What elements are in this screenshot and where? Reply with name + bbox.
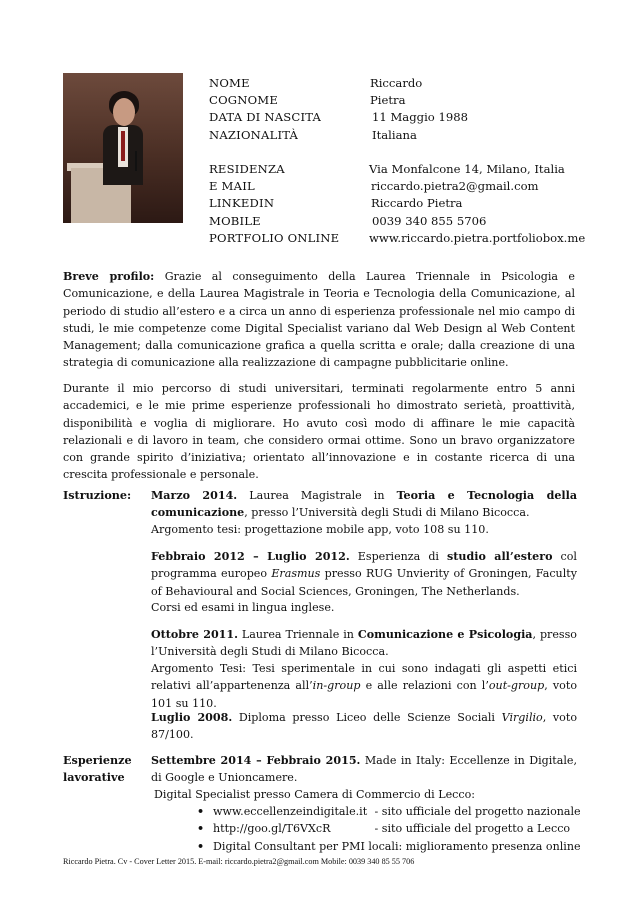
photo-microphone xyxy=(135,151,137,171)
exp1-date: Settembre 2014 – Febbraio 2015. xyxy=(151,754,361,767)
label-nome: NOME xyxy=(209,76,250,90)
value-nazionalita: Italiana xyxy=(372,127,417,142)
edu1-date: Marzo 2014. xyxy=(151,489,238,502)
edu3-thesis-c: , voto 101 su 110. xyxy=(151,679,577,710)
value-data-di-nascita: 11 Maggio 1988 xyxy=(372,110,468,125)
personal-info-labels xyxy=(209,75,339,247)
edu4-text-c: , voto 87/100. xyxy=(151,711,577,742)
label-residenza: RESIDENZA xyxy=(209,161,285,176)
value-mobile: 0039 340 855 5706 xyxy=(372,213,487,228)
edu2-highlight: studio all’estero xyxy=(447,550,553,563)
experience-label-line1: Esperienze xyxy=(63,753,132,767)
value-portfolio[interactable]: www.riccardo.pietra.portfoliobox.me xyxy=(369,230,586,245)
bullet-item xyxy=(197,820,587,837)
label-cognome: COGNOME xyxy=(209,93,279,108)
value-residenza: Via Monfalcone 14, Milano, Italia xyxy=(369,161,565,176)
edu1-thesis: Argomento tesi: progettazione mobile app, voto 108 su 110. xyxy=(151,523,489,536)
edu2-date: Febbraio 2012 – Luglio 2012. xyxy=(151,550,350,563)
experience-bullets xyxy=(197,803,587,855)
bullet-item xyxy=(197,838,587,855)
education-entry-1 xyxy=(151,487,577,522)
edu2-text-e: presso RUG Unvierity of Groningen, Faculty of Behavioural and Social Sciences, Groningen, The Netherlands. xyxy=(151,567,577,598)
edu4-school: Virgilio xyxy=(501,711,543,724)
label-linkedin: LINKEDIN xyxy=(209,196,275,211)
bullet-desc: Digital Consultant per PMI locali: miglioramento presenza online xyxy=(213,839,581,853)
edu2-erasmus: Erasmus xyxy=(271,567,321,581)
edu2-text-a: Esperienza di xyxy=(349,550,448,563)
profile-heading: Breve profilo: xyxy=(63,270,155,283)
page-footer: Riccardo Pietra. Cv - Cover Letter 2015. E-mail: riccardo.pietra2@gmail.com Mobile: 0039 340 85 55 706 xyxy=(63,857,415,866)
bullet-item xyxy=(197,803,587,820)
personal-info-values xyxy=(360,75,585,247)
experience-label-line2: lavorative xyxy=(63,770,125,785)
edu1-text-a: Laurea Magistrale in xyxy=(237,489,397,502)
edu2-text-c: col programma europeo xyxy=(151,550,577,581)
label-mobile: MOBILE xyxy=(209,213,261,228)
bullet-link[interactable]: http://goo.gl/T6VXcR xyxy=(213,822,331,836)
edu3-date: Ottobre 2011. xyxy=(151,628,238,641)
edu2-languages: Corsi ed esami in lingua inglese. xyxy=(151,601,335,614)
spacer xyxy=(360,144,585,161)
edu3-text-c: , presso l’Università degli Studi di Milano Bicocca. xyxy=(151,628,577,659)
label-portfolio: PORTFOLIO ONLINE xyxy=(209,230,340,245)
bullet-link[interactable]: www.eccellenzeindigitale.it xyxy=(213,805,368,818)
education-label: Istruzione: xyxy=(63,488,132,502)
exp1-role: Digital Specialist presso Camera di Commercio di Lecco: xyxy=(154,788,476,801)
edu3-text-a: Laurea Triennale in xyxy=(237,628,358,641)
spacer xyxy=(209,144,339,161)
exp1-text: Made in Italy: Eccellenze in Digitale, di Google e Unioncamere. xyxy=(151,754,577,785)
profile-paragraph-2: Durante il mio percorso di studi universitari, terminati regolarmente entro 5 anni accademici, e le mie prime esperienze professionali ho dimostrato serietà, proattività, disponibilità e voglia di migliorare. Ho avuto così modo di affinare le mie capacità relazionali e di lavoro in team, che considero ormai ottime. Sono un bravo organizzatore con grande spirito d’iniziativa; orientato all’innovazione e in costante ricerca di una crescita professionale e personale. xyxy=(63,382,575,482)
photo-person-tie xyxy=(121,131,125,161)
edu1-degree: Teoria e Tecnologia della comunicazione xyxy=(151,489,578,520)
edu3-ingroup: in-group xyxy=(312,679,361,693)
edu3-outgroup: out-group xyxy=(488,679,545,693)
education-entry-3 xyxy=(151,626,577,661)
edu4-date: Luglio 2008. xyxy=(151,711,233,724)
photo-person-head xyxy=(113,98,135,126)
edu3-thesis xyxy=(151,660,577,712)
edu3-degree: Comunicazione e Psicologia xyxy=(357,628,533,641)
label-nazionalita: NAZIONALITÀ xyxy=(209,127,299,142)
edu3-thesis-a: Argomento Tesi: Tesi sperimentale in cui sono indagati gli aspetti etici relativi all’appartenenza all’ xyxy=(151,662,577,693)
edu1-text-c: , presso l’Università degli Studi di Milano Bicocca. xyxy=(244,506,530,520)
label-email: E MAIL xyxy=(209,179,255,194)
value-cognome: Pietra xyxy=(370,93,406,108)
experience-label xyxy=(63,752,132,787)
profile-photo xyxy=(63,73,183,223)
profile-text: Grazie al conseguimento della Laurea Triennale in Psicologia e Comunicazione, e della Laurea Magistrale in Teoria e Tecnologia della Comunicazione, al periodo di studio all’estero e a circa un anno di esperienza professionale nel mio campo di studi, le mie competenze come Digital Specialist variano dal Web Design al Web Content Management; dalla comunicazione grafica a quella scritta e orale; dalla creazione di una strategia di comunicazione alla realizzazione di campagne pubblicitarie online. xyxy=(63,270,575,370)
profile-paragraph xyxy=(63,268,575,372)
education-entry-2 xyxy=(151,548,577,600)
value-linkedin[interactable]: Riccardo Pietra xyxy=(371,196,463,211)
value-email[interactable]: riccardo.pietra2@gmail.com xyxy=(371,179,539,194)
bullet-desc: - sito ufficiale del progetto nazionale xyxy=(374,805,581,818)
experience-entry-1 xyxy=(151,752,577,787)
label-data-di-nascita: DATA DI NASCITA xyxy=(209,110,322,125)
edu3-thesis-b: e alle relazioni con l’ xyxy=(360,679,489,693)
bullet-desc: - sito ufficiale del progetto a Lecco xyxy=(374,822,571,836)
education-entry-4 xyxy=(151,709,577,744)
edu4-text-a: Diploma presso Liceo delle Scienze Sociali xyxy=(232,711,502,724)
value-nome: Riccardo xyxy=(370,76,423,90)
